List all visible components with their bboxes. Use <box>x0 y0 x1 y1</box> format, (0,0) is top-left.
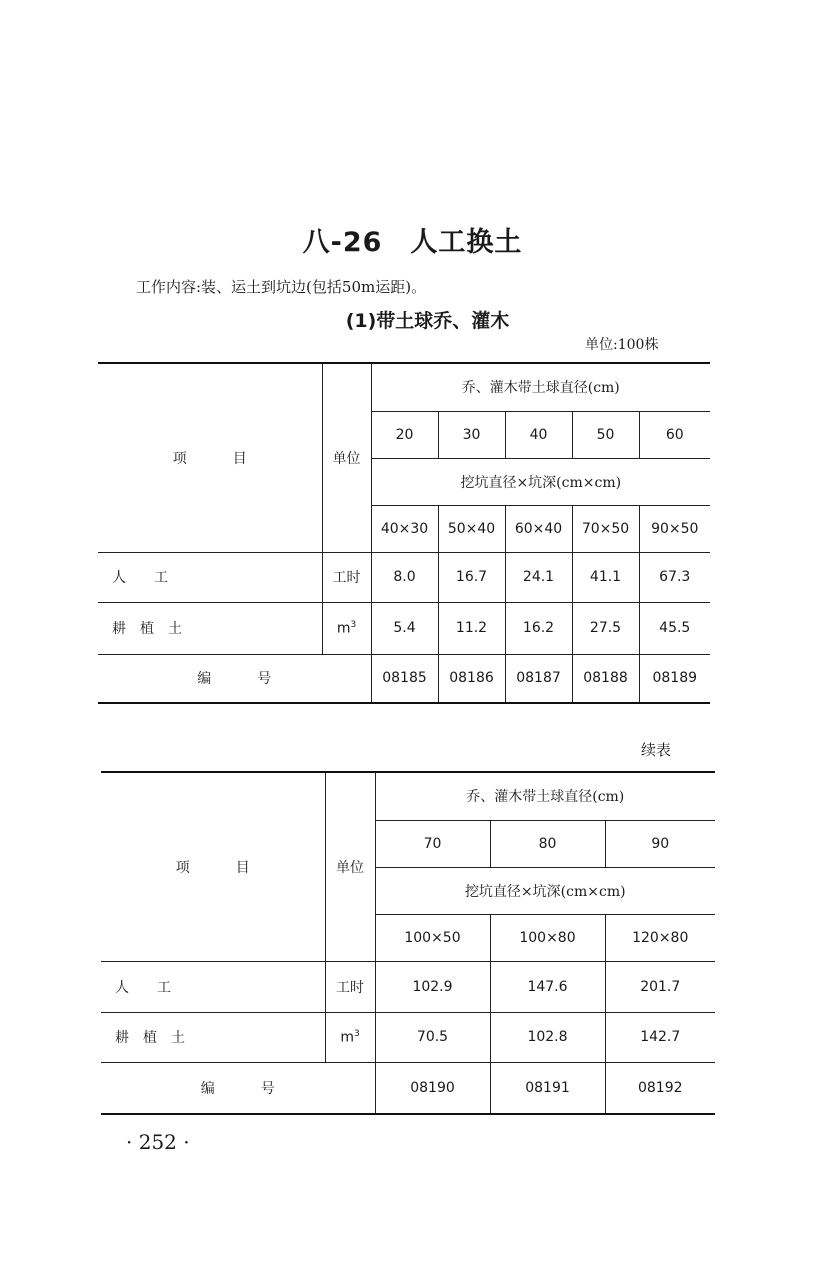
continued-label: 续表 <box>641 741 672 759</box>
pit-size-cell: 50×40 <box>438 505 505 552</box>
code-label: 编号 <box>98 654 371 703</box>
pit-size-group-header: 挖坑直径×坑深(cm×cm) <box>371 458 710 505</box>
table-row <box>98 552 710 602</box>
code-cell: 08189 <box>639 654 710 703</box>
value-cell: 11.2 <box>438 602 505 654</box>
diameter-cell: 90 <box>605 820 715 867</box>
pit-size-cell: 60×40 <box>505 505 572 552</box>
work-content: 工作内容:装、运土到坑边(包括50m运距)。 <box>136 278 427 296</box>
value-cell: 102.9 <box>375 961 490 1012</box>
code-cell: 08191 <box>490 1062 605 1114</box>
title-number: 八-26 <box>302 227 383 258</box>
row-unit: $m^3$ <box>322 602 371 654</box>
pit-size-cell: 90×50 <box>639 505 710 552</box>
unit-header: 单位 <box>322 363 371 552</box>
row-unit: 工时 <box>322 552 371 602</box>
value-cell: 142.7 <box>605 1012 715 1062</box>
page-title <box>0 220 825 259</box>
value-cell: 27.5 <box>572 602 639 654</box>
pit-size-group-header: 挖坑直径×坑深(cm×cm) <box>375 867 715 914</box>
diameter-group-header: 乔、灌木带土球直径(cm) <box>371 363 710 411</box>
table-row <box>101 1012 715 1062</box>
code-cell: 08187 <box>505 654 572 703</box>
row-unit: 工时 <box>325 961 375 1012</box>
diameter-cell: 80 <box>490 820 605 867</box>
quota-table-2 <box>101 771 715 1115</box>
row-label-soil: 耕植土 <box>98 602 322 654</box>
value-cell: 102.8 <box>490 1012 605 1062</box>
diameter-group-header: 乔、灌木带土球直径(cm) <box>375 772 715 820</box>
row-unit: $m^3$ <box>325 1012 375 1062</box>
pit-size-cell: 70×50 <box>572 505 639 552</box>
code-cell: 08190 <box>375 1062 490 1114</box>
diameter-cell: 30 <box>438 411 505 458</box>
table-row <box>101 961 715 1012</box>
code-label: 编号 <box>101 1062 375 1114</box>
code-cell: 08192 <box>605 1062 715 1114</box>
diameter-cell: 40 <box>505 411 572 458</box>
value-cell: 5.4 <box>371 602 438 654</box>
item-header: 项目 <box>98 363 322 552</box>
value-cell: 201.7 <box>605 961 715 1012</box>
unit-header: 单位 <box>325 772 375 961</box>
item-header: 项目 <box>101 772 325 961</box>
row-label-soil: 耕植土 <box>101 1012 325 1062</box>
pit-size-cell: 100×80 <box>490 914 605 961</box>
quota-table-1 <box>98 362 710 704</box>
value-cell: 45.5 <box>639 602 710 654</box>
value-cell: 67.3 <box>639 552 710 602</box>
unit-note: 单位:100株 <box>585 337 659 353</box>
value-cell: 147.6 <box>490 961 605 1012</box>
diameter-cell: 70 <box>375 820 490 867</box>
diameter-cell: 60 <box>639 411 710 458</box>
row-label-labor: 人工 <box>101 961 325 1012</box>
value-cell: 8.0 <box>371 552 438 602</box>
table-row <box>98 602 710 654</box>
value-cell: 24.1 <box>505 552 572 602</box>
value-cell: 16.2 <box>505 602 572 654</box>
title-name: 人工换土 <box>410 227 523 258</box>
value-cell: 70.5 <box>375 1012 490 1062</box>
page-number: · 252 · <box>126 1130 190 1154</box>
diameter-cell: 20 <box>371 411 438 458</box>
pit-size-cell: 120×80 <box>605 914 715 961</box>
diameter-cell: 50 <box>572 411 639 458</box>
value-cell: 41.1 <box>572 552 639 602</box>
value-cell: 16.7 <box>438 552 505 602</box>
code-cell: 08185 <box>371 654 438 703</box>
pit-size-cell: 40×30 <box>371 505 438 552</box>
code-cell: 08188 <box>572 654 639 703</box>
section-title: (1)带土球乔、灌木 <box>345 310 510 332</box>
code-cell: 08186 <box>438 654 505 703</box>
row-label-labor: 人工 <box>98 552 322 602</box>
table-row <box>101 1062 715 1114</box>
table-row <box>98 654 710 703</box>
pit-size-cell: 100×50 <box>375 914 490 961</box>
